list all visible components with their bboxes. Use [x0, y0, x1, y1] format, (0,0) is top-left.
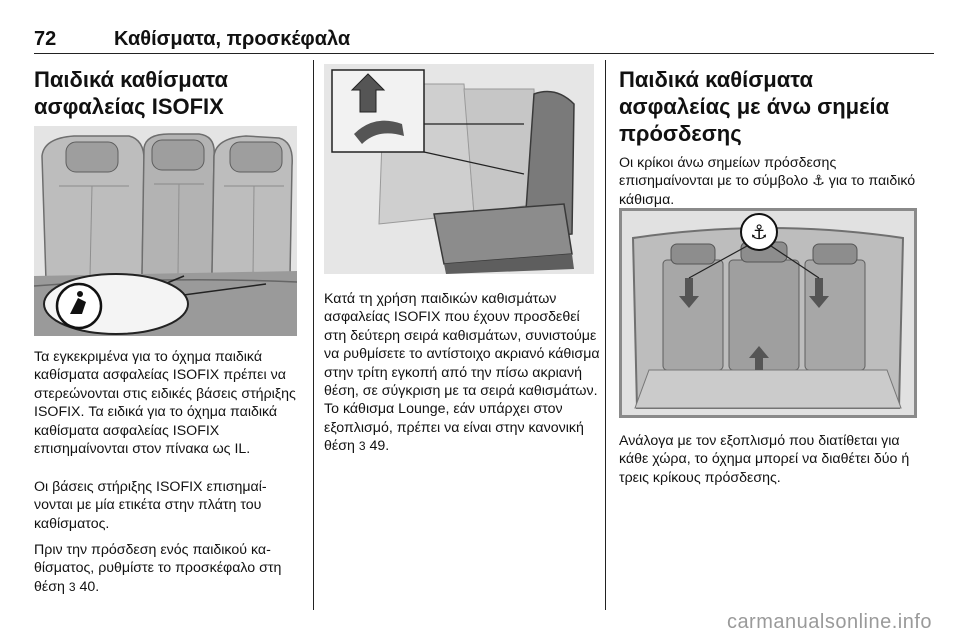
paragraph-text: Κατά τη χρήση παιδικών καθισμάτων ασφαλείας ISOFIX που έχουν προσδεθεί στη δεύτερη σειρά καθισμάτων, συνιστούμε να ρυθμίσετε το αντίστοιχο ακριανό κάθισμα στην τρίτη εγκοπή από την πίσω ακριανή θέση, σε σύγκριση με τα σειρά καθισμάτων. Το κάθισμα Lounge, εάν υπάρχει στον εξοπλισμό, πρέπει να είναι στην κανονική θέση: [324, 291, 600, 455]
rear-seats-drawing: [34, 126, 297, 336]
trunk-drawing: [619, 208, 917, 418]
paragraph-text: Πριν την πρόσδεση ενός παιδικού καθίσματος, ρυθμίστε το προσκέφαλο στη θέση: [34, 542, 282, 595]
paragraph: Ανάλογα με τον εξοπλισμό που διατίθεται για κάθε χώρα, το όχημα μπορεί να διαθέτει δύο ή τρεις κρίκους πρόσδεσης.: [619, 433, 910, 486]
section-heading-isofix: [34, 66, 228, 120]
page-reference-icon: 3: [358, 439, 366, 454]
column-divider-2: [605, 60, 606, 610]
child-seat-anchor-icon: ⚓: [812, 173, 825, 190]
page-reference: 49.: [369, 438, 390, 455]
watermark: carmanualsonline.info: [726, 611, 932, 633]
heading-line: Παιδικά καθίσματα: [619, 67, 813, 92]
header-divider: [34, 53, 934, 54]
svg-text:⚓: ⚓: [750, 220, 768, 244]
paragraph: [619, 154, 919, 209]
page-reference: 40.: [79, 578, 100, 595]
page-header: [34, 28, 934, 52]
paragraph-text: για το παιδικό κάθισμα.: [619, 173, 916, 208]
seat-adjustment-illustration: [324, 64, 594, 274]
paragraph-text: Οι κρίκοι άνω σημείων πρόσδεσης επισημαίνονται με το σύμβολο: [619, 155, 837, 190]
cargo-area-illustration: [619, 208, 917, 418]
heading-line: ασφαλείας ISOFIX: [34, 94, 224, 119]
column-divider-1: [313, 60, 314, 610]
page-number: 72: [34, 28, 57, 50]
heading-line: Παιδικά καθίσματα: [34, 67, 228, 92]
section-heading-top-tether: [619, 66, 889, 147]
paragraph: Οι βάσεις στήριξης ISOFIX επισημαίνονται με μία ετικέτα στην πλάτη του καθίσματος.: [34, 479, 267, 532]
heading-line: ασφαλείας με άνω σημεία: [619, 94, 890, 119]
seat-drawing: [324, 64, 594, 274]
isofix-seat-illustration: [34, 126, 297, 336]
paragraph: [34, 541, 300, 596]
paragraph: [324, 290, 602, 456]
heading-line: πρόσδεσης: [619, 121, 742, 146]
paragraph: Τα εγκεκριμένα για το όχημα παιδικά καθίσματα ασφαλείας ISOFIX πρέπει να στερεώνονται στις ειδικές βάσεις στήριξης ISOFIX. Τα ειδικά για το όχημα παιδικά καθίσματα ασφαλείας ISOFIX επισημαίνονται στον πίνακα ως IL.: [34, 349, 296, 458]
page-reference-icon: 3: [68, 579, 76, 594]
running-title: Καθίσματα, προσκέφαλα: [114, 28, 351, 50]
